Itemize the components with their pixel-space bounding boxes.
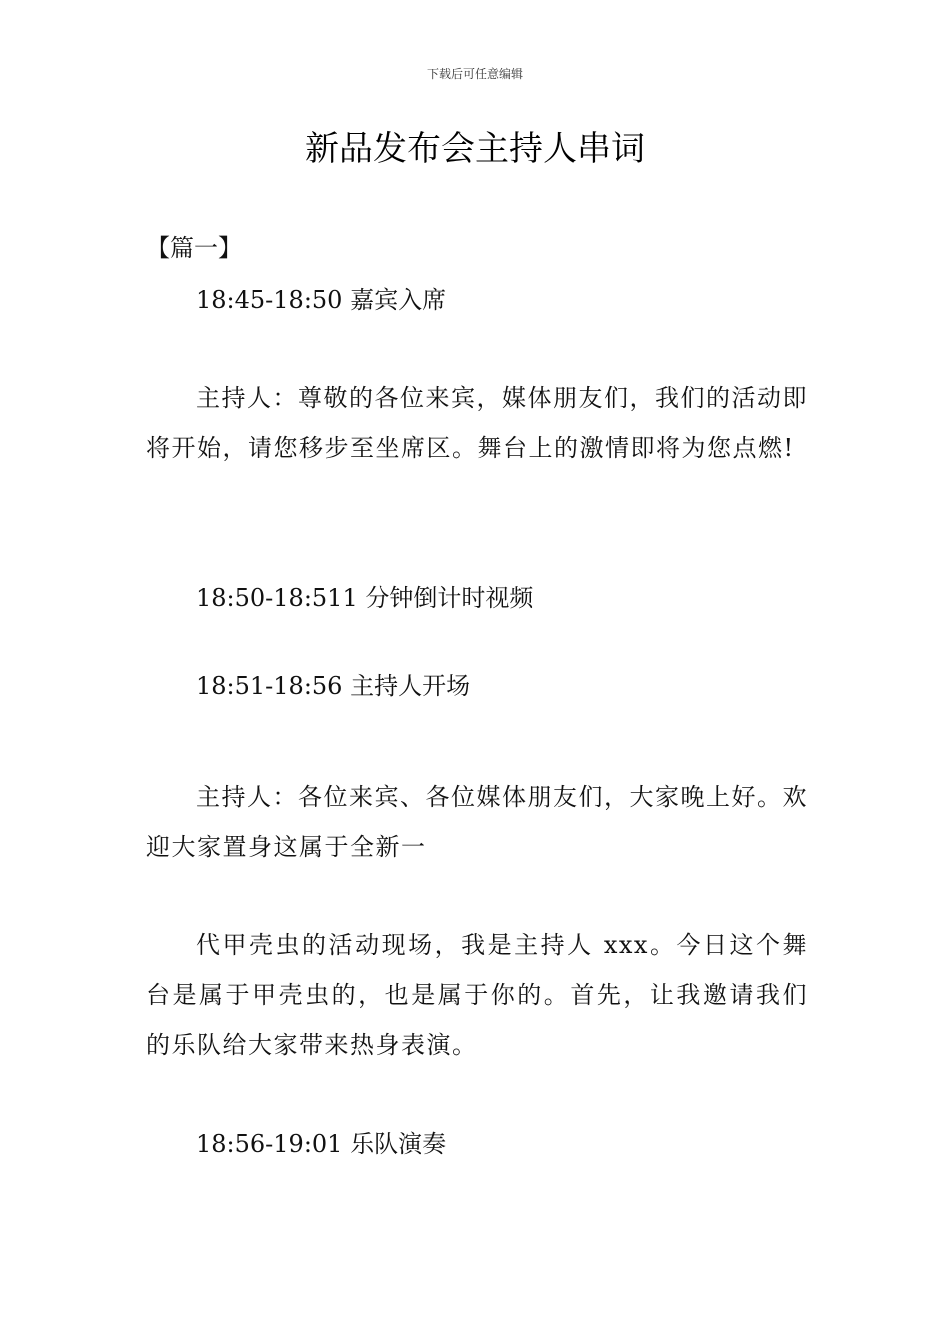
schedule-line-host-opening: 18:51-18:56 主持人开场 bbox=[196, 672, 471, 700]
header-note: 下载后可任意编辑 bbox=[426, 67, 523, 81]
host-paragraph-seating: 主持人：尊敬的各位来宾，媒体朋友们，我们的活动即将开始，请您移步至坐席区。舞台上的激情即将为您点燃! bbox=[146, 384, 808, 462]
section-label: 【篇一】 bbox=[146, 234, 242, 262]
document-title: 新品发布会主持人串词 bbox=[305, 129, 645, 169]
schedule-line-countdown-video: 18:50-18:511 分钟倒计时视频 bbox=[196, 584, 534, 612]
host-paragraph-introduction: 代甲壳虫的活动现场，我是主持人 xxx。今日这个舞台是属于甲壳虫的，也是属于你的。首先，让我邀请我们的乐队给大家带来热身表演。 bbox=[146, 931, 808, 1059]
schedule-line-band-performance: 18:56-19:01 乐队演奏 bbox=[196, 1130, 447, 1158]
host-paragraph-welcome: 主持人：各位来宾、各位媒体朋友们，大家晚上好。欢迎大家置身这属于全新一 bbox=[146, 783, 808, 861]
schedule-line-guest-seating: 18:45-18:50 嘉宾入席 bbox=[196, 286, 447, 314]
